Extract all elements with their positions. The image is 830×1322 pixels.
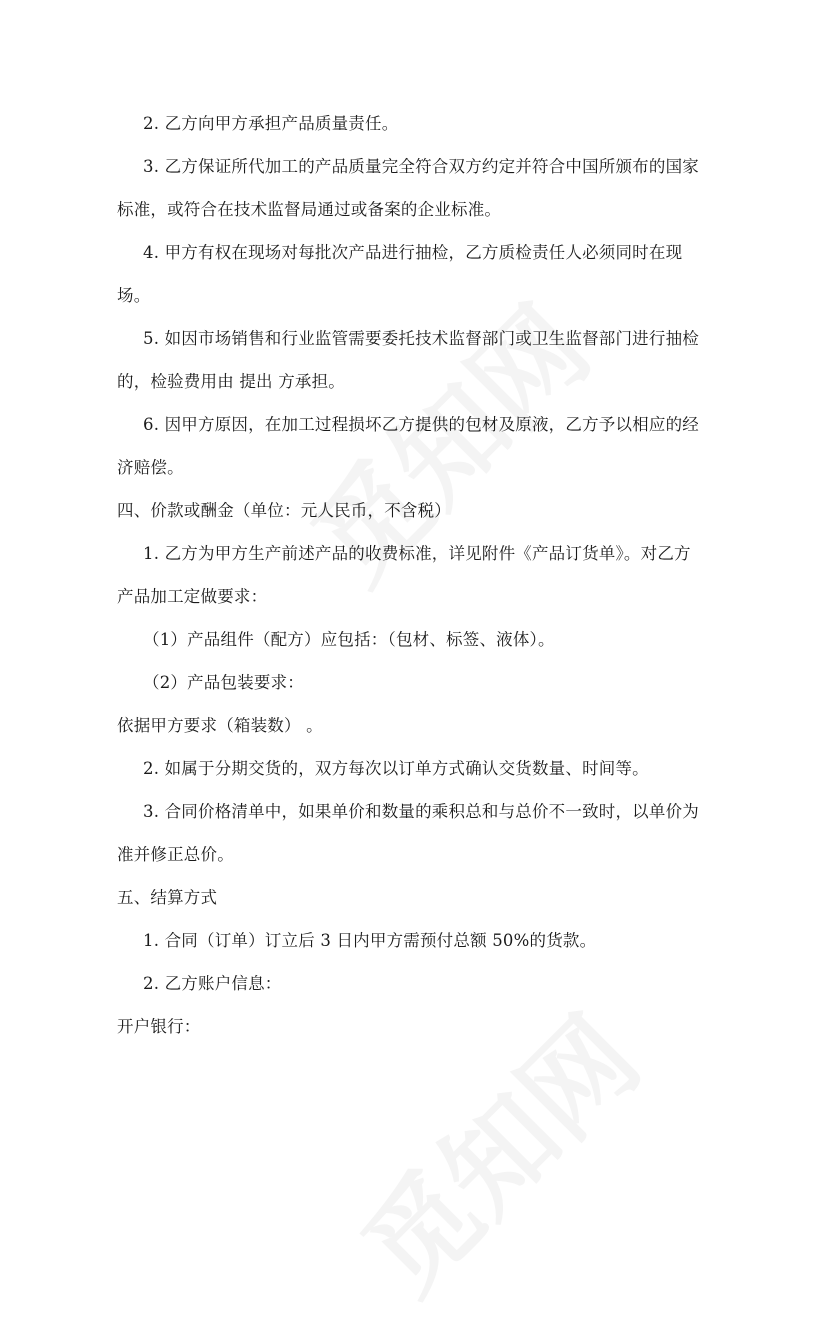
list-item: 3. 乙方保证所代加工的产品质量完全符合双方约定并符合中国所颁布的国家 bbox=[143, 157, 699, 176]
section-heading: 四、价款或酬金（单位：元人民币，不含税） bbox=[117, 501, 451, 520]
list-item: 2. 如属于分期交货的，双方每次以订单方式确认交货数量、时间等。 bbox=[143, 759, 649, 778]
list-item: 3. 合同价格清单中，如果单价和数量的乘积总和与总价不一致时，以单价为 bbox=[143, 802, 699, 821]
watermark bbox=[322, 976, 667, 1321]
list-item: （2）产品包装要求： bbox=[143, 673, 304, 692]
list-item: 标准，或符合在技术监督局通过或备案的企业标准。 bbox=[117, 200, 502, 219]
list-item: 5. 如因市场销售和行业监管需要委托技术监督部门或卫生监督部门进行抽检 bbox=[143, 329, 699, 348]
list-item: 产品加工定做要求： bbox=[117, 587, 268, 606]
list-item: 准并修正总价。 bbox=[117, 845, 234, 864]
list-item: 1. 合同（订单）订立后 3 日内甲方需预付总额 50%的货款。 bbox=[143, 931, 597, 950]
list-item: 场。 bbox=[117, 286, 151, 305]
list-item: 2. 乙方账户信息： bbox=[143, 974, 282, 993]
list-item: 济赔偿。 bbox=[117, 458, 184, 477]
section-heading: 五、结算方式 bbox=[117, 888, 218, 907]
list-item: 6. 因甲方原因，在加工过程损坏乙方提供的包材及原液，乙方予以相应的经 bbox=[143, 415, 699, 434]
list-item: 1. 乙方为甲方生产前述产品的收费标准，详见附件《产品订货单》。对乙方 bbox=[143, 544, 691, 563]
list-item: 开户银行： bbox=[117, 1017, 201, 1036]
list-item: 2. 乙方向甲方承担产品质量责任。 bbox=[143, 114, 399, 133]
list-item: 依据甲方要求（箱装数） 。 bbox=[117, 716, 323, 735]
list-item: 的，检验费用由 提出 方承担。 bbox=[117, 372, 345, 391]
list-item: （1）产品组件（配方）应包括：（包材、标签、液体）。 bbox=[143, 630, 555, 649]
list-item: 4. 甲方有权在现场对每批次产品进行抽检，乙方质检责任人必须同时在现 bbox=[143, 243, 683, 262]
